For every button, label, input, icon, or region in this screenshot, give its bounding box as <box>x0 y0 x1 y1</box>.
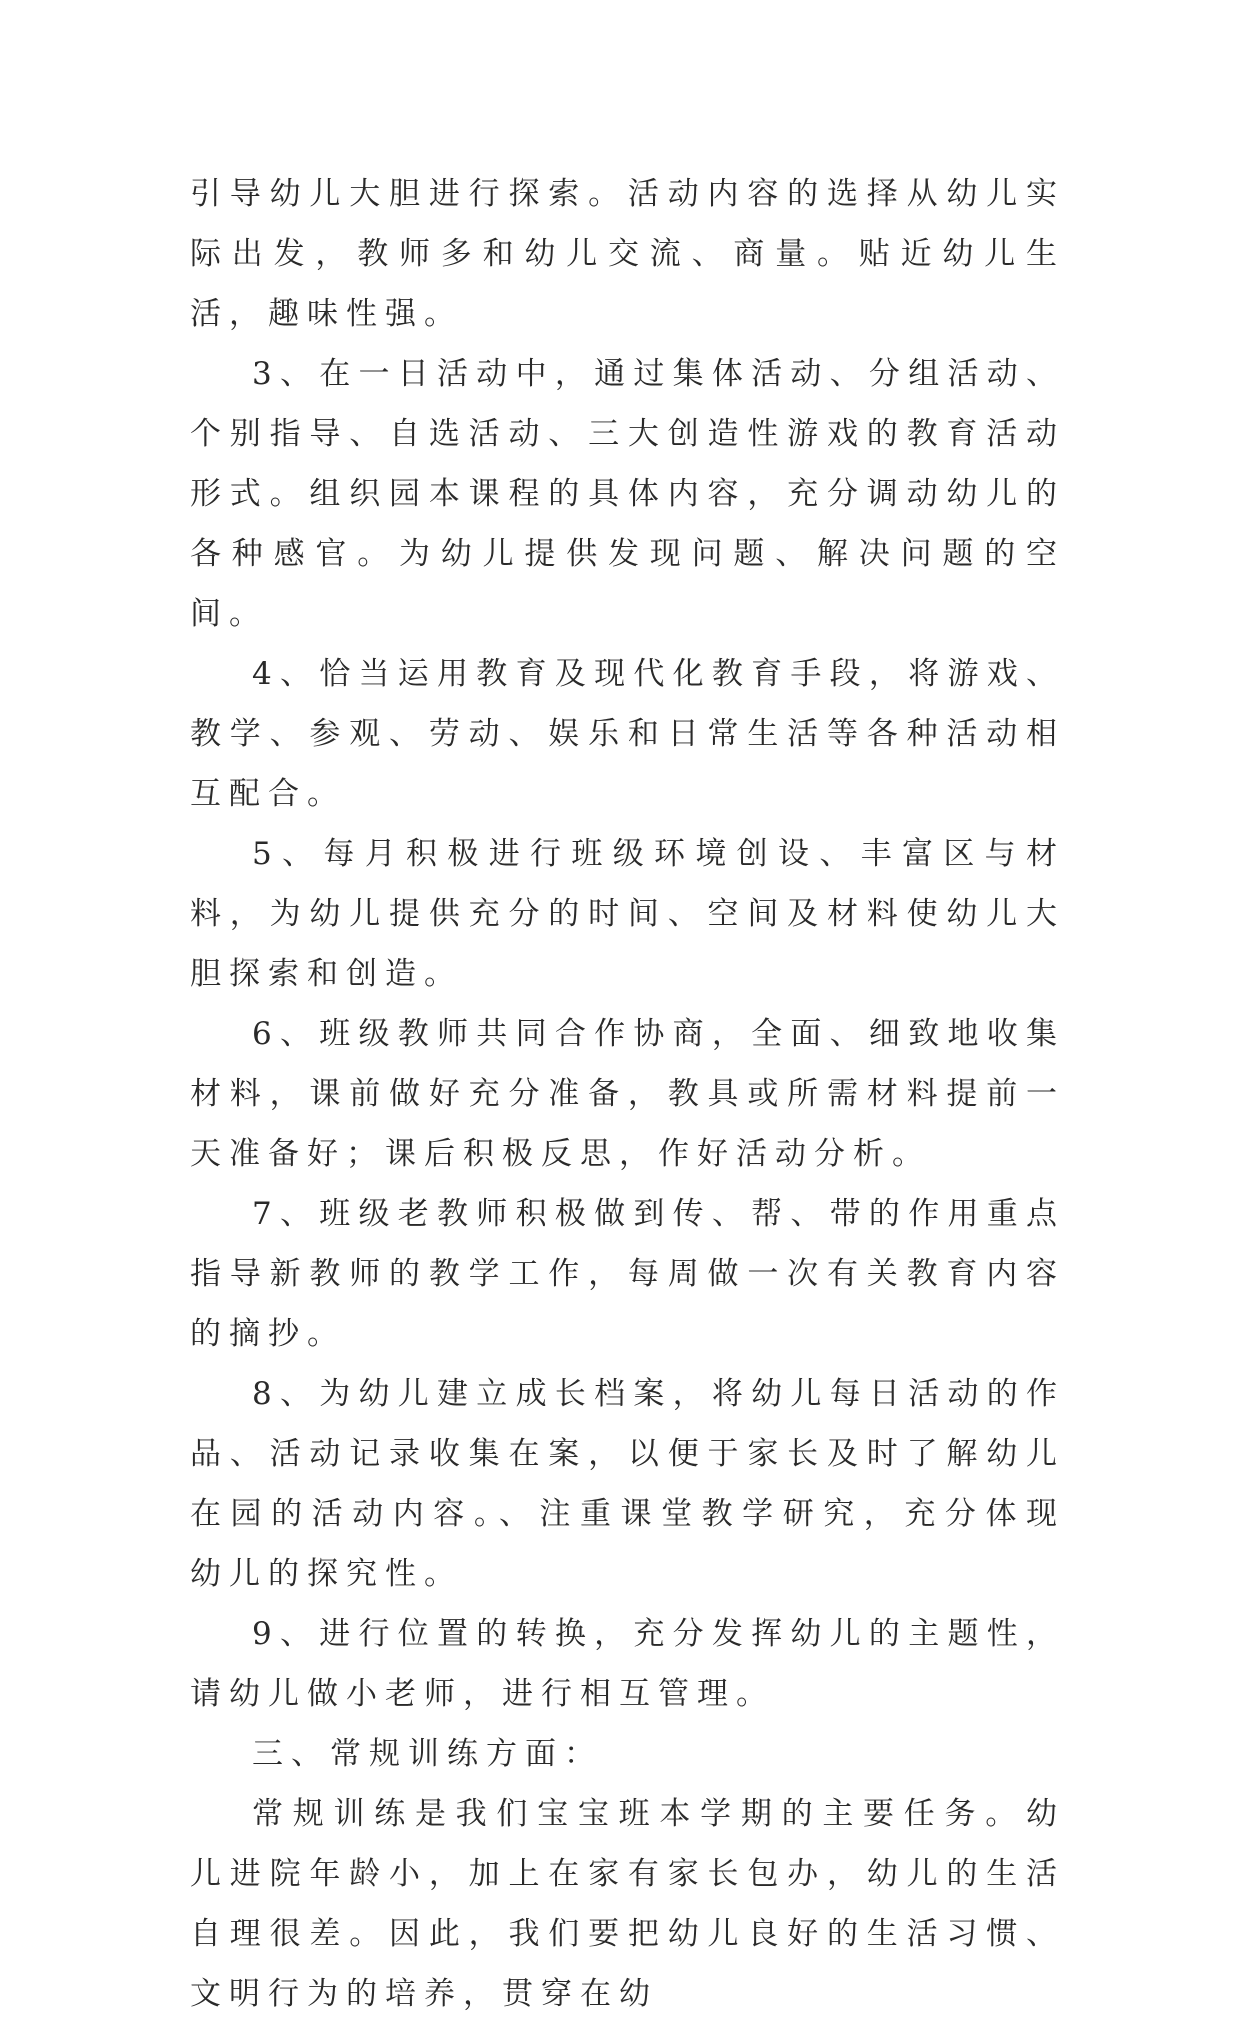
paragraph-item-8: 8、为幼儿建立成长档案，将幼儿每日活动的作品、活动记录收集在案，以便于家长及时了解幼儿在园的活动内容。、注重课堂教学研究，充分体现幼儿的探究性。 <box>190 1376 1065 1592</box>
paragraph-item-5: 5、每月积极进行班级环境创设、丰富区与材料，为幼儿提供充分的时间、空间及材料使幼儿大胆探索和创造。 <box>190 836 1065 992</box>
paragraph-item-7: 7、班级老教师积极做到传、帮、带的作用重点指导新教师的教学工作，每周做一次有关教育内容的摘抄。 <box>190 1196 1065 1352</box>
paragraph-item-9: 9、进行位置的转换，充分发挥幼儿的主题性，请幼儿做小老师，进行相互管理。 <box>190 1616 1065 1712</box>
paragraph-item-3: 3、在一日活动中，通过集体活动、分组活动、个别指导、自选活动、三大创造性游戏的教育活动形式。组织园本课程的具体内容，充分调动幼儿的各种感官。为幼儿提供发现问题、解决问题的空间。 <box>190 356 1065 632</box>
section-heading: 三、常规训练方面： <box>252 1736 603 1772</box>
paragraph-routine-training: 常规训练是我们宝宝班本学期的主要任务。幼儿进院年龄小，加上在家有家长包办，幼儿的生活自理很差。因此，我们要把幼儿良好的生活习惯、文明行为的培养，贯穿在幼 <box>190 1796 1065 2012</box>
paragraph-intro: 引导幼儿大胆进行探索。活动内容的选择从幼儿实际出发，教师多和幼儿交流、商量。贴近幼儿生活，趣味性强。 <box>190 176 1065 332</box>
document-body <box>190 164 1065 2024</box>
paragraph-item-4: 4、恰当运用教育及现代化教育手段，将游戏、教学、参观、劳动、娱乐和日常生活等各种活动相互配合。 <box>190 656 1065 812</box>
paragraph-item-6: 6、班级教师共同合作协商，全面、细致地收集材料，课前做好充分准备，教具或所需材料提前一天准备好；课后积极反思，作好活动分析。 <box>190 1016 1065 1172</box>
